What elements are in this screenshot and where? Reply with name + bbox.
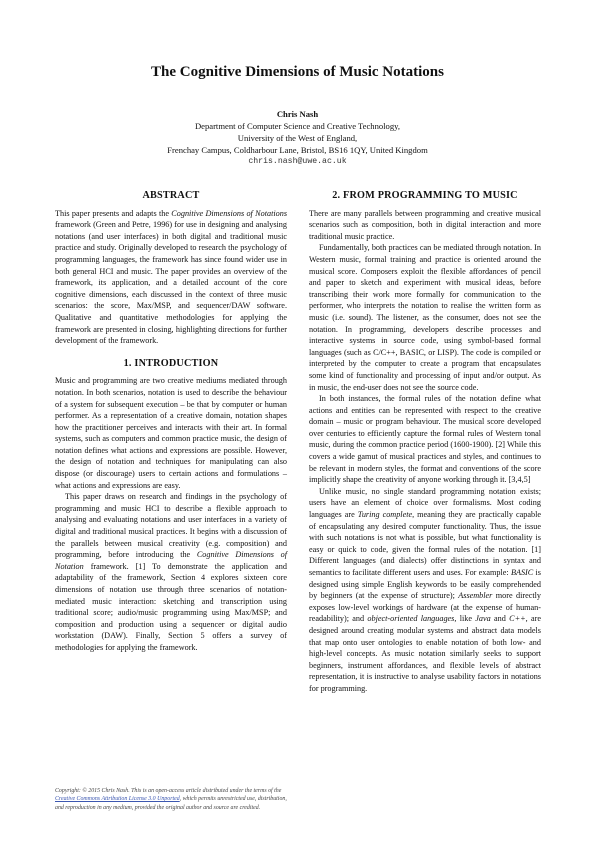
author-name: Chris Nash (276, 109, 319, 119)
text-run: , which permits unrestricted use, distribution, and reproduction in any medium, provided the original author and source are credited. (55, 796, 287, 811)
emphasis-run: Turing complete (357, 510, 413, 520)
text-run: more directly exposes low-level workings of hardware (at the expense of human-readability); and (309, 591, 541, 624)
section-2-paragraph: Fundamentally, both practices can be mediated through notation. In Western music, formal training and practice is oriented around the musical score. Composers exploit the flexible affordances of pencil and paper to sketch and experiment with musical ideas, before transcribing their work more formally for communication to the performer, who interprets the notation to realise the written form as music (i.e. sound). The listener, as the consumer, does not see the notation. In programming, developers describe processes and interactive systems in source code, using symbol-based formal languages (such as C/C++, BASIC, or LISP). The code is compiled or interpreted by the computer to create a program that encapsulates some kind of functionality and processing of input and/or output. As in music, the end-user does not see the source code. (309, 243, 541, 392)
text-run: This paper presents and adapts the (55, 208, 172, 218)
affiliation-line: Department of Computer Science and Creative Technology, (194, 121, 401, 131)
license-link[interactable]: Creative Commons Attribution License 3.0 Unported (55, 796, 180, 803)
text-run: framework (Green and Petre, 1996) for use in designing and analysing notations (and user interfaces) in both digital and traditional music practice and study. Originally developed to research the psychology of programming languages, the framework has since found wider use in both general HCI and music. The paper provides an overview of the framework, its application, and a detailed account of the core cognitive dimensions, each discussed in the context of three music scenarios: the score, Max/MSP, and sequencer/DAW software. Qualitative and quantitative methodologies for applying the framework are presented in closing, highlighting directions for further development of the framework. (55, 220, 287, 346)
affiliation-line: University of the West of England, (237, 133, 358, 143)
abstract-text (55, 208, 287, 347)
text-run: Unlike music, no single standard programming notation exists; users have an element of choice over formalisms. Most coding languages are (309, 486, 541, 520)
text-run: This paper draws on research and findings in the psychology of programming and music HCI to describe a flexible approach to analysing and evaluating notations and user interfaces in a variety of digital and traditional musical practices. It begins with a discussion of the parallels between musical creativity (e.g. composition) and programming, before introducing the (55, 492, 287, 560)
emphasis-run: Java (475, 614, 491, 624)
paper-title: The Cognitive Dimensions of Music Notations (151, 64, 444, 80)
emphasis-run: C++ (509, 614, 526, 624)
text-run: and (490, 614, 510, 624)
emphasis-run: object-oriented languages (367, 614, 455, 624)
emphasis-run: Cognitive Dimensions of Notations (171, 208, 287, 218)
text-run: , are designed around creating modular systems and abstract data models that map onto user ontologies to enable notation of both low- and high-level concepts. As music notation similarly seeks to support beginners, instrument affordances, and flexible levels of abstract representation, it is instructive to analyse usability factors in notations for programming. (309, 614, 541, 693)
text-run: , like (454, 614, 476, 624)
text-run: is designed using simple English keywords to be easily comprehended by beginners (at the expense of structure); (309, 568, 541, 601)
author-email[interactable]: chris.nash@uwe.ac.uk (248, 157, 347, 166)
section-2-paragraph (309, 486, 541, 695)
right-column (309, 190, 541, 695)
text-run: , meaning they are practically capable of encapsulating any desired computer functionality. Thus, the issue with such notations is not what is possible, but what functionality is easy or quick to code, given the formal rules of the notation. [1] Different languages (and dialects) offer distinctions in syntax and semantics to facilitate different users and uses. For example: (309, 510, 541, 577)
affiliation-line: Frenchay Campus, Coldharbour Lane, Bristol, BS16 1QY, United Kingdom (167, 145, 428, 155)
section-1-heading: 1. INTRODUCTION (123, 357, 219, 369)
intro-paragraph (55, 491, 287, 653)
text-run: Copyright: © 2015 Chris Nash. This is an open-access article distributed under the terms of the (55, 788, 282, 794)
section-2-heading: 2. FROM PROGRAMMING TO MUSIC (332, 190, 518, 201)
section-2-paragraph: In both instances, the formal rules of the notation define what actions and entities can be represented with respect to the creative domain – music or program behaviour. The musical score developed over centuries to efficiently capture the formal rules of Western tonal music, during the common practice period (1600-1900). [2] While this covers a wide gamut of musical practices and styles, and continues to be relevant in modern styles, the format and conventions of the score implicitly shape the creativity of anyone working through it. [3,4,5] (309, 394, 541, 485)
author-block (0, 108, 595, 168)
left-column (55, 190, 287, 654)
emphasis-run: BASIC (510, 568, 534, 577)
intro-paragraph: Music and programming are two creative mediums mediated through notation. In both scenarios, notation is used to describe the behaviour of a system for subsequent execution – be that by computer or human performer. As a representation of a creative domain, notation shapes how the practitioner perceives and interacts with their art. In formal systems, such as computers and common practice music, the design of notation defines what actions and expressions are possible. However, the design of notation and techniques for manipulating can also dispose (or discourage) users to certain actions and formulations – what actions and expressions are easy. (55, 376, 287, 490)
emphasis-run: Assembler (458, 591, 493, 601)
section-2-paragraph: There are many parallels between programming and creative musical scenarios such as composition, both in digital interaction and more traditional music practice. (309, 208, 541, 241)
copyright-notice (55, 787, 287, 812)
text-run: framework. [1] To demonstrate the application and adaptability of the framework, Section 4 explores sixteen core dimensions of notation use through three scenarios of notation-mediated music interaction: sketching and transcription using traditional score; audio/music programming using Max/MSP; and composition and production using a sequencer or digital audio workstation (DAW). Finally, Section 5 offers a survey of methodologies for applying the framework. (55, 561, 287, 652)
abstract-heading: ABSTRACT (142, 190, 200, 201)
emphasis-run: Cognitive Dimensions of Notation (55, 550, 287, 571)
